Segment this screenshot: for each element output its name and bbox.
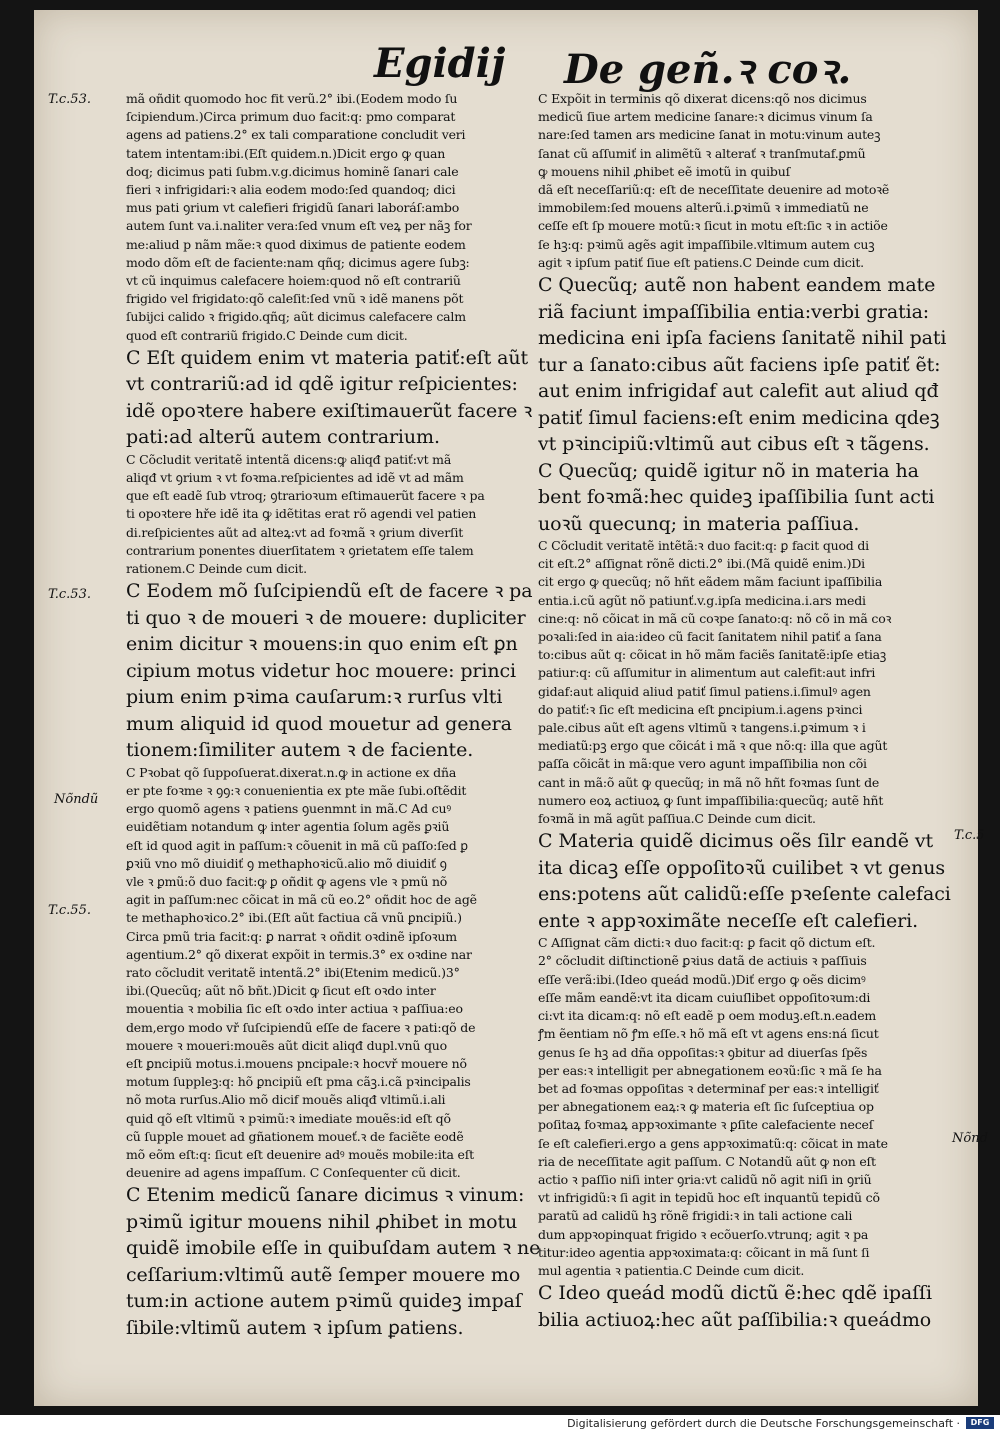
text-line: motum ſuppleꝫ:q: hõ ꝑncipiũ eſt pma cãꝫ.i.cã pꝛincipalis	[126, 1074, 471, 1090]
text-line: mus pati ꝯrium vt calefieri frigidũ ſanari laboráſ:ambo	[126, 200, 460, 216]
text-line: ergo quomõ agens ꝛ patiens ꝯuenmnt in mã.C Ad cuꝰ	[126, 801, 451, 817]
footer-credit: Digitalisierung gefördert durch die Deutsche Forschungsgemeinschaft ·	[567, 1417, 960, 1430]
book-page	[34, 10, 988, 1406]
text-line: patiť ſimul faciens:eſt enim medicina qdeꝫ	[538, 406, 940, 429]
text-line: que eſt eadẽ ſub vtroq; ꝯtrarioꝛum eſtimauerũt facere ꝛ pa	[126, 488, 485, 504]
text-line: rato cõcludit veritatẽ intentã.2° ibi(Etenim medicũ.)3°	[126, 965, 460, 980]
text-line: me:aliud p nãm mãe:ꝛ quod diximus de patiente eodem	[126, 236, 466, 252]
text-line: modo dõm eſt de faciente:nam qñq; dicimus agere ſubꝫ:	[126, 254, 470, 270]
text-line: cũ ſupple mouet ad gñationem moueť.ꝛ de faciẽte eodẽ	[126, 1128, 464, 1144]
text-line: C Cõcludit veritatẽ intentã dicens:ꝙ aliqđ patiť:vt mã	[126, 451, 452, 467]
text-line: ti quo ꝛ de moueri ꝛ de mouere: dupliciter	[126, 606, 526, 629]
text-line: ꝙ mouens nihil ꝓhibet eẽ imotũ in quibuſ	[538, 163, 791, 179]
text-line: vle ꝛ ꝑmũ:õ duo facit:ꝙ ꝑ oñdit ꝙ agens vle ꝛ pmũ nõ	[126, 873, 448, 889]
text-line: per abnegationem eaꝝ:ꝛ ꝙ materia eſt ſic ſuſceptiua op	[538, 1099, 874, 1115]
running-head	[34, 40, 978, 93]
text-line: agit in paſſum:nec cõicat in mã cũ eo.2° oñdit hoc de agẽ	[126, 892, 477, 908]
text-line: vt pꝛincipiũ:vltimũ aut cibus eſt ꝛ tãgens.	[538, 433, 930, 456]
text-line: mã oñdit quomodo hoc fit verũ.2° ibi.(Eodem modo ſu	[126, 91, 458, 106]
text-line: mum aliquid id quod mouetur ad genera	[126, 712, 512, 735]
text-line: ria de neceſſitate agit paſſum. C Notandũ aũt ꝙ non eſt	[538, 1153, 876, 1169]
text-line: te methaphoꝛico.2° ibi.(Eſt aũt factiua cã vnũ ꝑncipiũ.)	[126, 910, 462, 926]
text-line: frigido vel frigidato:qõ caleſit:ſed vnũ ꝛ idẽ manens põt	[126, 291, 464, 307]
text-line: tur a ſanato:cibus aũt faciens ipſe patiť ẽt:	[538, 353, 941, 376]
margin-note: T.c.5	[954, 828, 985, 843]
text-line: Circa pmũ tria facit:q: ꝑ narrat ꝛ oñdit oꝛdinẽ ipſoꝛum	[126, 928, 457, 944]
dfg-logo: DFG	[966, 1417, 994, 1429]
text-line: C Etenim medicũ ſanare dicimus ꝛ vinum:	[126, 1184, 525, 1207]
text-line: cit eſt.2° aſſignat rõnẽ dicti.2° ibi.(Mã quidẽ enim.)Di	[538, 556, 865, 572]
text-line: gidaf:aut aliquid aliud patiť ſimul patiens.i.ſimulꝰ agen	[538, 683, 871, 699]
text-line: bet ad foꝛmas oppoſitas ꝛ determinaf per eas:ꝛ intelligiť	[538, 1080, 879, 1096]
text-line: contrarium ponentes diuerſitatem ꝛ ꝯrietatem eſſe talem	[126, 542, 474, 558]
text-line: idẽ opoꝛtere habere exiſtimauerũt facere ꝛ	[126, 399, 533, 422]
text-line: agens ad patiens.2° ex tali comparatione concludit veri	[126, 127, 466, 143]
commentary-paragraph	[538, 934, 958, 1280]
text-line: quidẽ imobile eſſe in quibuſdam autem ꝛ ne	[126, 1237, 541, 1260]
text-line: mouere ꝛ moueri:mouẽs aũt dicit aliqđ dupl.vnũ quo	[126, 1037, 447, 1053]
text-line: nare:ſed tamen ars medicine ſanat in motu:vinum auteꝫ	[538, 127, 881, 143]
text-line: foꝛmã in mã agũt paſſiua.C Deinde cum dicit.	[538, 811, 816, 827]
text-line: dum appꝛopinquat frigido ꝛ ecõuerſo.vtrunq; agit ꝛ pa	[538, 1226, 869, 1242]
text-line: ſanat cũ aſſumiť in alimẽtũ ꝛ alterať ꝛ tranſmutaf.ꝑmũ	[538, 145, 866, 161]
aristotle-text-paragraph	[126, 345, 542, 451]
text-line: poꝛali:ſed in aia:ideo cũ facit ſanitatem nihil patiť a ſana	[538, 629, 882, 645]
text-line: tatem intentam:ibi.(Eſt quidem.n.)Dicit ergo ꝙ quan	[126, 145, 446, 161]
text-line: vt cũ inquimus calefacere hoiem:quod nõ eſt contrariũ	[126, 273, 461, 289]
text-line: ſe hꝫ:q: pꝛimũ agẽs agit impaſſibile.vltimum autem cuꝫ	[538, 236, 875, 252]
text-line: quid qõ eſt vltimũ ꝛ pꝛimũ:ꝛ imediate mouẽs:id eſt qõ	[126, 1110, 451, 1126]
text-line: C Materia quidẽ dicimus oẽs ſilr eandẽ vt	[538, 830, 933, 853]
text-line: to:cibus aũt q: cõicat in hõ mãm faciẽs ſanitatẽ:ipſe etiaꝫ	[538, 647, 887, 663]
text-line: ꝭm ẽentiam nõ ꝭm eſſe.ꝛ hõ mã eſt vt agens ens:ná ſicut	[538, 1026, 879, 1042]
text-line: paratũ ad calidũ hꝫ rõnẽ frigidi:ꝛ in tali actione cali	[538, 1208, 853, 1224]
text-line: immobilem:ſed mouens alterũ.i.ꝑꝛimũ ꝛ immediatũ ne	[538, 200, 869, 216]
text-line: agentium.2° qõ dixerat expõit in termis.3° ex oꝛdine nar	[126, 946, 472, 962]
text-line: agit ꝛ ipſum patiť ſiue eſt patiens.C Deinde cum dicit.	[538, 254, 864, 270]
footer-bar	[0, 1415, 1000, 1433]
text-line: medicũ ſiue artem medicine ſanare:ꝛ dicimus vinum ſa	[538, 109, 873, 125]
text-line: dã eſt neceſſariũ:q: eſt de neceſſitate deuenire ad motoꝛẽ	[538, 182, 890, 198]
text-line: tionem:ſimiliter autem ꝛ de faciente.	[126, 739, 474, 762]
text-line: mouentia ꝛ mobilia ſic eſt oꝛdo inter actiua ꝛ paſſiua:eo	[126, 1001, 463, 1017]
margin-note: T.c.55.	[48, 903, 91, 918]
text-line: doq; dicimus pati ſubm.v.g.dicimus hominẽ ſanari cale	[126, 163, 459, 179]
text-line: cit ergo ꝙ quecũq; nõ hñt eãdem mãm faciunt ipaſſibilia	[538, 574, 883, 590]
margin-note: T.c.53.	[48, 92, 91, 107]
text-line: bilia actiuoꝝ:hec aũt paſſibilia:ꝛ queádmo	[538, 1308, 932, 1331]
text-line: ꝑꝛiũ vno mõ diuidiť ꝯ methaphoꝛicũ.alio mõ diuidiť ꝯ	[126, 855, 447, 871]
text-line: medicina eni ipſa faciens ſanitatẽ nihil pati	[538, 327, 947, 350]
text-line: per eas:ꝛ intelligit per abnegationem eoꝛũ:ſic ꝛ mã ſe ha	[538, 1062, 882, 1078]
text-line: 2° cõcludit diſtinctionẽ ꝑꝛius datã de actiuis ꝛ paſſiuis	[538, 953, 867, 969]
text-line: mõ eõm eſt:q: ſicut eſt deuenire adꝰ mouẽs mobile:ita eſt	[126, 1147, 474, 1163]
text-line: patiur:q: cũ aſſumitur in alimentum aut calefit:aut infri	[538, 665, 876, 681]
text-line: cine:q: nõ cõicat in mã cũ coꝛpe ſanato:q: nõ cõ in mã coꝛ	[538, 610, 892, 626]
commentary-paragraph	[126, 764, 542, 1183]
text-line: aut enim infrigidaf aut calefit aut aliud qđ	[538, 380, 939, 403]
text-line: nõ mota rurſus.Alio mõ dicif mouẽs aliqđ vltimũ.i.ali	[126, 1092, 446, 1108]
text-line: pati:ad alterũ autem contrarium.	[126, 426, 440, 449]
text-line: pꝛimũ igitur mouens nihil ꝓhibet in motu	[126, 1210, 518, 1233]
text-line: C Quecũq; quidẽ igitur nõ in materia ha	[538, 459, 919, 482]
text-line: poſitaꝝ foꝛmaꝝ appꝛoximante ꝛ ꝑſite calefaciente neceſ	[538, 1117, 874, 1133]
text-line: dem,ergo modo vř ſuſcipiendũ eſſe de facere ꝛ pati:qõ de	[126, 1019, 476, 1035]
text-line: tum:in actione autem pꝛimũ quideꝫ impaſ	[126, 1290, 522, 1313]
text-line: eſſe verã:ibi.(Ideo queád modũ.)Diť ergo ꝙ oẽs dicimꝰ	[538, 971, 866, 987]
text-line: ens:potens aũt calidũ:eſſe pꝛeſente calefaci	[538, 883, 951, 906]
text-line: uoꝛũ quecunq; in materia paſſiua.	[538, 512, 860, 535]
commentary-paragraph	[538, 90, 958, 272]
text-line: di.reſpicientes aũt ad alteꝝ:vt ad foꝛmã ꝛ ꝯrium diverſit	[126, 524, 464, 540]
running-head-right: De geñ.ꝛ coꝛ.	[564, 46, 852, 93]
text-line: cant in mã:õ aũt ꝙ quecũq; in mã nõ hñt foꝛmas ſunt de	[538, 774, 880, 790]
text-line: C Quecũq; autẽ non habent eandem mate	[538, 274, 936, 297]
text-line: ci:vt ita dicam:q: nõ eſt eadẽ p oem moduꝫ.eſt.n.eadem	[538, 1008, 877, 1024]
text-line: enim dicitur ꝛ mouens:in quo enim eſt ꝑn	[126, 633, 518, 656]
text-line: entia.i.cũ agũt nõ patiunť.v.g.ipſa medicina.i.ars medi	[538, 592, 866, 608]
aristotle-text-paragraph	[538, 272, 958, 537]
text-line: pale.cibus aũt eſt agens vltimũ ꝛ tangens.i.ꝑꝛimum ꝛ i	[538, 720, 866, 736]
text-line: titur:ideo agentia appꝛoximata:q: cõicant in mã ſunt ſi	[538, 1244, 870, 1260]
text-line: eſt id quod agit in paſſum:ꝛ cõuenit in mã cũ paſſo:ſed ꝑ	[126, 837, 468, 853]
text-line: ita dicaꝫ eſſe oppoſitoꝛũ cuilibet ꝛ vt genus	[538, 856, 946, 879]
text-line: vt infrigidũ:ꝛ ſi agit in tepidũ hoc eſt inquantũ tepidũ cõ	[538, 1190, 880, 1206]
text-line: ſibile:vltimũ autem ꝛ ipſum ꝑatiens.	[126, 1316, 464, 1339]
text-line: C Ideo queád modũ dictũ ẽ:hec qdẽ ipaſſi	[538, 1282, 932, 1305]
text-line: aliqđ vt ꝯrium ꝛ vt foꝛma.reſpicientes ad idẽ vt ad mãm	[126, 470, 464, 486]
text-line: ſubijci calido ꝛ frigido.qñq; aũt dicimus calefacere calm	[126, 309, 466, 325]
running-head-left: Egidij	[374, 40, 506, 87]
text-line: paſſa cõicãt in mã:que vero agunt impaſſibilia non cõi	[538, 756, 867, 772]
text-line: numero eoꝝ actiuoꝝ ꝙ ſunt impaſſibilia:quecũq; autẽ hñt	[538, 792, 884, 808]
text-line: autem ſunt va.i.naliter vera:ſed vnum eſt veꝝ per nãꝫ for	[126, 218, 472, 234]
text-line: pium enim pꝛima cauſarum:ꝛ rurſus vlti	[126, 686, 503, 709]
text-line: vt contrariũ:ad id qdẽ igitur reſpicientes:	[126, 373, 518, 396]
margin-note: Nõnd	[952, 1131, 988, 1146]
text-line: rationem.C Deinde cum dicit.	[126, 561, 307, 577]
text-line: ceſſe eſt ſp mouere motũ:ꝛ ſicut in motu eſt:ſic ꝛ in actiõe	[538, 218, 888, 234]
text-line: riã faciunt impaſſibilia entia:verbi gratia:	[538, 300, 930, 323]
text-line: eſſe mãm eandẽ:vt ita dicam cuiuſlibet oppoſitoꝛum:di	[538, 989, 871, 1005]
text-line: C Eſt quidem enim vt materia patiť:eſt aũt	[126, 346, 529, 369]
aristotle-text-paragraph	[126, 1182, 542, 1341]
commentary-paragraph	[126, 451, 542, 578]
text-line: bent foꝛmã:hec quideꝫ ipaſſibilia ſunt acti	[538, 486, 935, 509]
text-line: eſt ꝑncipiũ motus.i.mouens pncipale:ꝛ hocvř mouere nõ	[126, 1056, 467, 1072]
text-line: ſcipiendum.)Circa primum duo facit:q: pmo comparat	[126, 109, 456, 125]
commentary-paragraph	[126, 90, 542, 345]
text-line: ibi.(Quecũq; aũt nõ bñt.)Dicit ꝙ ſicut eſt oꝛdo inter	[126, 983, 436, 999]
text-line: ceſſarium:vltimũ autẽ ſemper mouere mo	[126, 1263, 521, 1286]
text-line: actio ꝛ paſſio niſi inter ꝯria:vt calidũ nõ agit niſi in ꝯriũ	[538, 1171, 872, 1187]
text-line: C Pꝛobat qõ ſuppoſuerat.dixerat.n.ꝙ in actione ex dña	[126, 764, 457, 780]
text-line: C Cõcludit veritatẽ intẽtã:ꝛ duo facit:q: ꝑ facit quod di	[538, 538, 869, 554]
text-line: C Aſſignat cãm dicti:ꝛ duo facit:q: ꝑ facit qõ dictum eſt.	[538, 935, 876, 951]
text-line: ti opoꝛtere hře idẽ ita ꝙ idẽtitas erat rõ agendi vel patien	[126, 506, 477, 522]
text-line: er pte foꝛme ꝛ ꝯꝯ:ꝛ conuenientia ex pte mãe ſubi.oſtẽdit	[126, 782, 467, 798]
commentary-paragraph	[538, 537, 958, 828]
text-line: do patiť:ꝛ ſic eſt medicina eſt ꝑncipium.i.agens pꝛinci	[538, 701, 863, 717]
text-line: deuenire ad agens impaſſum. C Conſequenter cũ dicit.	[126, 1165, 461, 1181]
text-line: genus ſe hꝫ ad dña oppoſitas:ꝛ ꝯbitur ad diuerſas ſpẽs	[538, 1044, 868, 1060]
right-column	[538, 90, 958, 1333]
text-line: mediatũ:pꝫ ergo que cõicát i mã ꝛ que nõ:q: illa que agũt	[538, 738, 888, 754]
text-line: C Eodem mõ ſuſcipiendũ eſt de facere ꝛ pa	[126, 580, 533, 603]
left-column	[126, 90, 542, 1341]
text-line: cipium motus videtur hoc mouere: princi	[126, 659, 517, 682]
text-line: ſe eſt calefieri.ergo a gens appꝛoximatũ:q: cõicat in mate	[538, 1135, 888, 1151]
aristotle-text-paragraph	[538, 1280, 958, 1333]
text-line: mul agentia ꝛ patientia.C Deinde cum dicit.	[538, 1262, 805, 1278]
text-line: quod eſt contrariũ frigido.C Deinde cum dicit.	[126, 327, 408, 343]
margin-note: T.c.53.	[48, 587, 91, 602]
text-line: C Expõit in terminis qõ dixerat dicens:qõ nos dicimus	[538, 91, 867, 106]
text-line: euidẽtiam notandum ꝙ inter agentia ſolum agẽs ꝑꝛiũ	[126, 819, 450, 835]
text-line: ente ꝛ appꝛoximãte neceſſe eſt calefieri.	[538, 909, 919, 932]
aristotle-text-paragraph	[126, 578, 542, 764]
aristotle-text-paragraph	[538, 828, 958, 934]
margin-note: Nõndũ	[54, 792, 99, 807]
text-line: fieri ꝛ infrigidari:ꝛ alia eodem modo:ſed quandoq; dici	[126, 182, 456, 198]
